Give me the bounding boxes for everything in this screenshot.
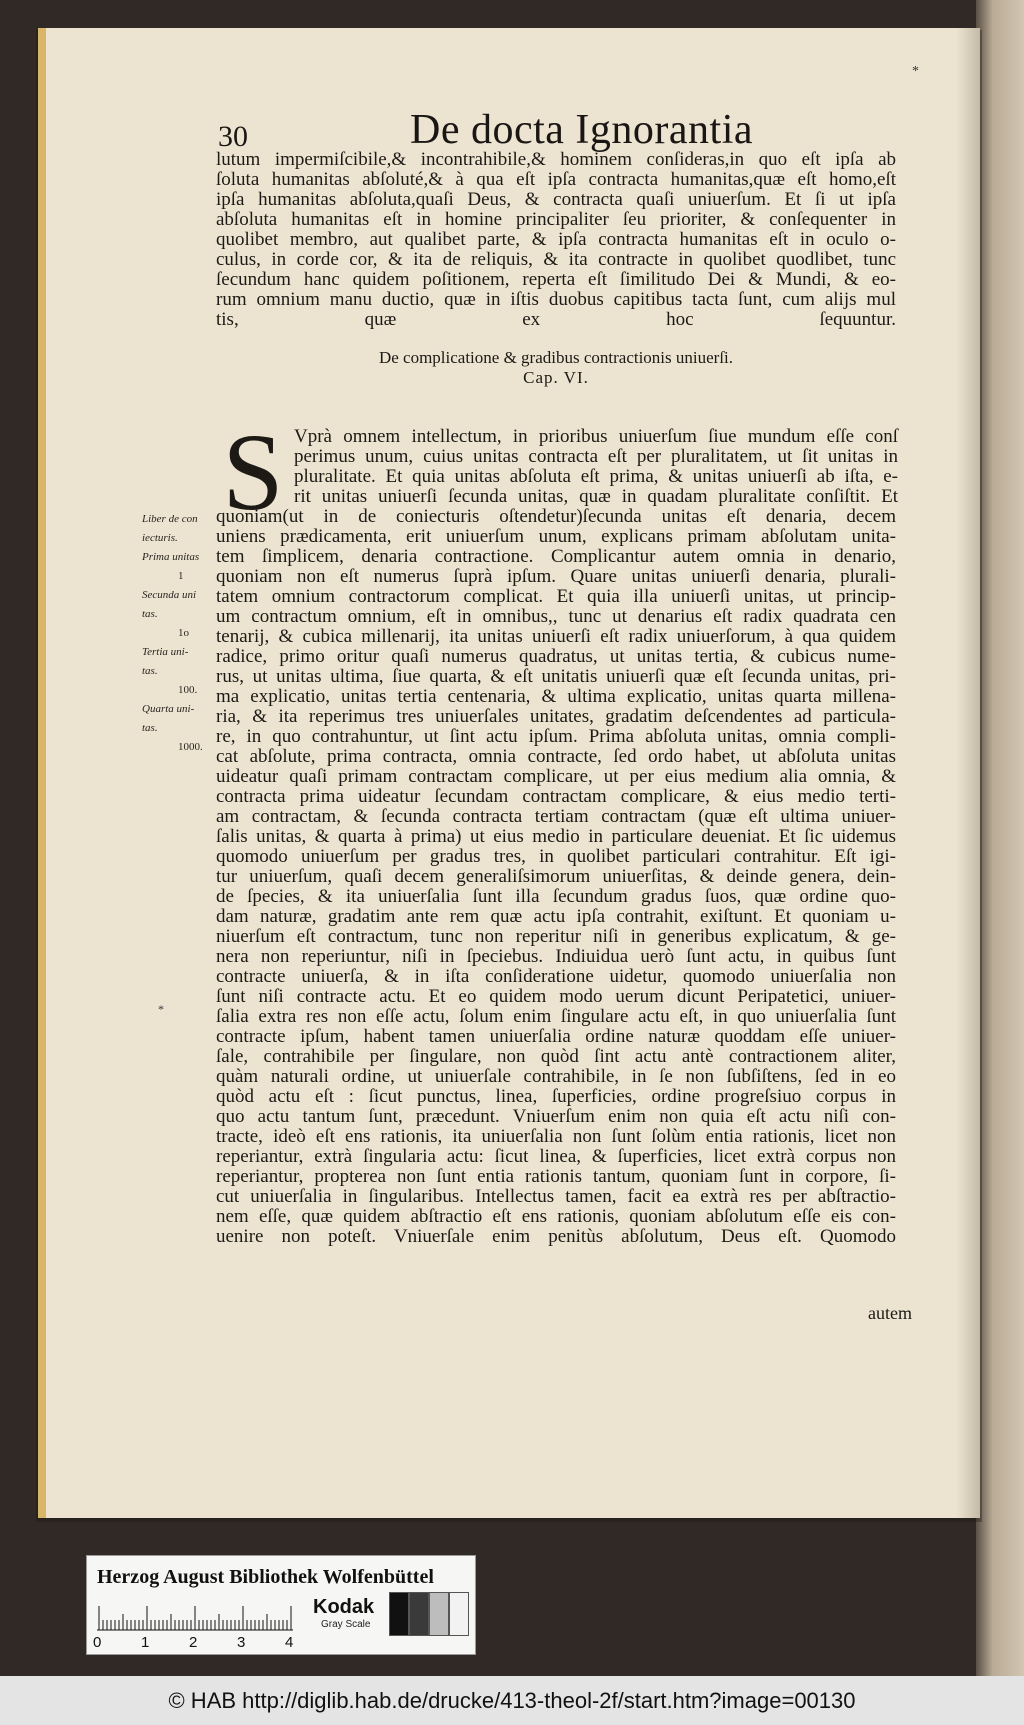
marginal-number: 1o	[178, 627, 189, 639]
text-line: dam naturæ, gradatim ante rem quæ actu ipſa contrahit, exiſtunt. Et quoniam u-	[216, 906, 896, 927]
text-line: contracta prima uideatur ſecundam contractam complicare, & eius medio terti-	[216, 786, 896, 807]
text-line: quomodo uniuerſum per gradus tres, in quolibet particulari contrahitur. Eſt igi-	[216, 846, 896, 867]
marginal-note: Liber de con	[142, 513, 198, 525]
text-line: ſecundum hanc quidem poſitionem, reperta eſt ſimilitudo Dei & Mundi, & eo-	[216, 269, 896, 290]
text-line: rus, ut unitas ultima, ſiue quarta, & eſt unitatis uniuerſi quæ eſt ſecunda unitas, pri-	[216, 666, 896, 687]
text-line: re, in quo contrahuntur, ut ſint actu ipſum. Prima abſoluta unitas, omnia compli-	[216, 726, 896, 747]
top-paragraph	[216, 150, 896, 330]
text-line: tatem omnium contractorum complicat. Et quia illa uniuerſi unitas, ut princip-	[216, 586, 896, 607]
text-line: quòd actu eſt : ſicut punctus, linea, ſuperficies, ordine progreſsiuo corpus in	[216, 1086, 896, 1107]
drop-cap-paragraph	[294, 427, 898, 507]
text-line: uideatur quaſi primam contractam complicare, ut per eius medium alia omnia, &	[216, 766, 896, 787]
ruler-ticks	[97, 1604, 293, 1634]
ruler-number: 2	[189, 1634, 198, 1651]
text-line: cut uniuerſalia in ſingularibus. Intellectus tamen, facit ea extrà res per abſtractio-	[216, 1186, 896, 1207]
text-line: niuerſum eſt contractum, tunc non reperitur niſi in generibus explicatum, & ge-	[216, 926, 896, 947]
text-line: abſoluta humanitas eſt in homine principaliter ſeu prioriter, & conſequenter in	[216, 209, 896, 230]
text-line: pluralitate. Et quia unitas abſoluta eſt prima, & unitas uniuerſi ab iſta, e-	[294, 466, 898, 487]
text-line: uenire non poteſt. Vniuerſale enim penitùs abſolutum, Deus eſt. Quomodo	[216, 1226, 896, 1247]
text-line: contracte uniuerſa, & in iſta conſideratione uidetur, quomodo uniuerſalia non	[216, 966, 896, 987]
marginal-note: Secunda uni	[142, 589, 197, 601]
text-line: perimus unum, cuius unitas contracta eſt per pluralitatem, ut ſit unitas in	[294, 446, 898, 467]
marginal-note: tas.	[142, 608, 158, 620]
text-line: ſoluta humanitas abſoluté,& à qua eſt ipſa contracta humanitas,quæ eſt homo,eſt	[216, 169, 896, 190]
text-line: rit unitas uniuerſi ſecunda unitas, quæ in quadam pluralitate conſiſtit. Et	[294, 486, 898, 507]
text-line: ſunt niſi contracte actu. Et eo quidem modo uerum dicunt Peripatetici, uniuer-	[216, 986, 896, 1007]
copyright-footer: © HAB http://diglib.hab.de/drucke/413-theol-2f/start.htm?image=00130	[0, 1676, 1024, 1725]
text-line: quolibet membro, aut qualibet parte, & ipſa contracta humanitas eſt in oculo o-	[216, 229, 896, 250]
text-line: ria, & ita reperimus tres uniuerſales unitates, gradatim deſcendentes ad particula-	[216, 706, 896, 727]
text-line: quo actu tantum ſunt, præcedunt. Vniuerſum enim non quia eſt actu niſi con-	[216, 1106, 896, 1127]
text-line: tenarij, & cubica millenarij, ita unitas uniuerſi eſt radix uniuerſorum, à qua quidem	[216, 626, 896, 647]
text-line: am contractam, & ſecunda contracta tertiam contractam (quæ eſt ultima uniuer-	[216, 806, 896, 827]
text-line: tem ſimplicem, denaria contractione. Complicantur autem omnia in denario,	[216, 546, 896, 567]
text-line: nem eſſe, quæ quidem abſtractio eſt ens rationis, quoniam abſolutum eſſe eis con-	[216, 1206, 896, 1227]
ruler-number: 3	[237, 1634, 246, 1651]
text-line: radice, primo oritur quaſi numerus quadratus, ut unitas tertia, & cubicus nume-	[216, 646, 896, 667]
text-line: ſale, contrahibile per ſingulare, non quòd ſint actu antè contractionem aliter,	[216, 1046, 896, 1067]
text-line: reperiantur, extrà ſingularia actu: ſicut linea, & ſuperficies, licet extrà corpus non	[216, 1146, 896, 1167]
page-number: 30	[218, 120, 248, 153]
library-name: Herzog August Bibliothek Wolfenbüttel	[97, 1566, 434, 1588]
text-line: culus, in corde cor, & ita de reliquis, & ita contracte in quolibet quodlibet, tunc	[216, 249, 896, 270]
marginal-note: tas.	[142, 665, 158, 677]
text-line: ſalis unitas, & quarta à prima) ut eius medio in particulare deueniat. Et ſic uidemus	[216, 826, 896, 847]
gray-scale-patches	[389, 1592, 469, 1636]
text-line: tracte, ideò eſt ens rationis, ita uniuerſalia non ſunt ſolùm entia rationis, licet non	[216, 1126, 896, 1147]
marginal-number: 1000.	[178, 741, 203, 753]
text-line: rum omnium manu ductio, quæ in iſtis duobus capitibus tacta ſunt, cum alijs mul	[216, 289, 896, 310]
ruler-scale	[97, 1604, 293, 1634]
gray-patch	[389, 1592, 409, 1636]
chapter-title: De complicatione & gradibus contractionis uniuerſi.	[378, 348, 734, 367]
marginal-note: Quarta uni-	[142, 703, 195, 715]
text-line: lutum impermiſcibile,& incontrahibile,& hominem conſideras,in quo eſt ipſa ab	[216, 149, 896, 170]
marginal-number: 100.	[178, 684, 198, 696]
next-page-edge	[976, 0, 1024, 1676]
ruler-number: 1	[141, 1634, 150, 1651]
marginal-note: iecturis.	[142, 532, 178, 544]
kodak-logo	[313, 1596, 374, 1630]
text-line: quoniam(ut in de coniecturis oſtendetur)ſecunda unitas eſt denaria, decem	[216, 506, 896, 527]
text-line: cat abſolute, prima contracta, omnia contracte, ſed ordo habet, ut abſoluta unitas	[216, 746, 896, 767]
text-line: tis, quæ ex hoc ſequuntur.	[216, 309, 896, 330]
gray-patch	[429, 1592, 449, 1636]
text-line: quoniam non eſt numerus ſuprà ipſum. Quare unitas uniuerſi denaria, plurali-	[216, 566, 896, 587]
text-line: contracte ipſum, habent tamen uniuerſalia ordine naturæ quoddam eſſe uniuer-	[216, 1026, 896, 1047]
drop-cap: S	[222, 411, 284, 533]
corner-mark: *	[912, 64, 919, 79]
ruler-numbers	[93, 1634, 303, 1652]
text-line: um contractum omnium, eſt in omnibus,, tunc ut denarius eſt radix quadrata cen	[216, 606, 896, 627]
page-title: De docta Ignorantia	[410, 107, 754, 153]
ruler-number: 4	[285, 1634, 294, 1651]
text-line: ma explicatio, unitas tertia centenaria, & ultima explicatio, unitas quarta millena-	[216, 686, 896, 707]
marginal-note: Prima unitas	[142, 551, 200, 563]
gray-patch	[409, 1592, 429, 1636]
text-line: ſalia extra res non eſſe actu, ſolum enim ſingulare actu eſt, in quo uniuerſalia ſunt	[216, 1006, 896, 1027]
marginal-notes	[142, 510, 228, 757]
chapter-heading	[216, 348, 896, 388]
text-line: quàm naturali ordine, ut uniuerſale contrahibile, in ſe non ſubſiſtens, ſed in eo	[216, 1066, 896, 1087]
text-line: uniens prædicamenta, erit uniuerſum unum, explicans primam abſolutam unita-	[216, 526, 896, 547]
text-line: ipſa humanitas abſoluta,quaſi Deus, & contracta quaſi uniuerſum. Et ſi ut ipſa	[216, 189, 896, 210]
marginal-note: tas.	[142, 722, 158, 734]
stray-mark: *	[158, 1002, 164, 1016]
text-line: Vprà omnem intellectum, in prioribus uniuerſum ſiue mundum eſſe conſ	[294, 426, 898, 447]
text-line: reperiantur, propterea non ſunt entia rationis tantum, quoniam ſunt in corpore, ſi-	[216, 1166, 896, 1187]
text-line: tur uniuerſum, quaſi decem generaliſsimorum uniuerſitas, & deinde genera, dein-	[216, 866, 896, 887]
marginal-note: Tertia uni-	[142, 646, 189, 658]
text-line: de ſpecies, & ita uniuerſalia ſunt illa ſecundum gradus ſuos, quæ ordine quo-	[216, 886, 896, 907]
kodak-brand: Kodak	[313, 1596, 375, 1618]
main-paragraph	[216, 507, 896, 1247]
ruler-number: 0	[93, 1634, 102, 1651]
text-line: nera non reperiuntur, niſi in ſpeciebus. Indiuidua uerò ſunt actu, in quibus ſunt	[216, 946, 896, 967]
chapter-number: Cap. VI.	[523, 368, 589, 387]
marginal-number: 1	[178, 570, 184, 582]
gray-patch	[449, 1592, 469, 1636]
library-color-card	[86, 1555, 476, 1655]
catchword: autem	[868, 1303, 912, 1323]
kodak-subtitle: Gray Scale	[321, 1619, 371, 1630]
